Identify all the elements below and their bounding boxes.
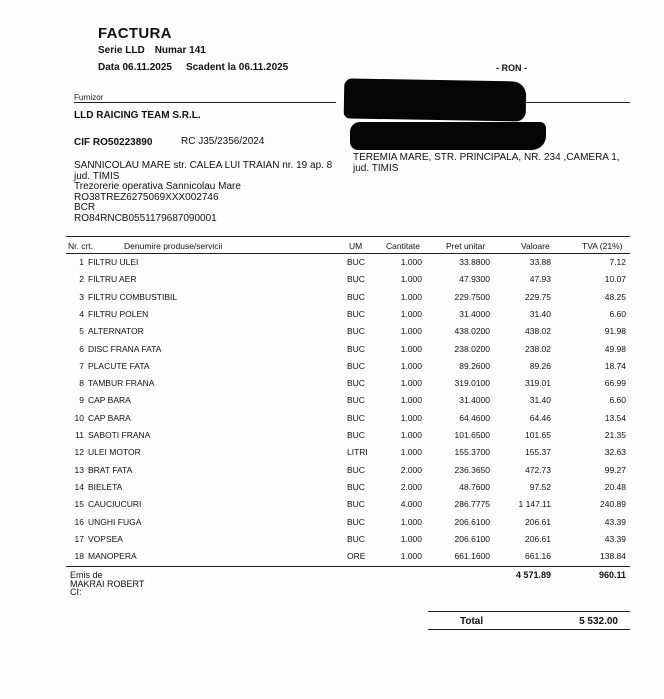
cell-nr: 4 <box>79 308 84 319</box>
cell-name: FILTRU ULEI <box>88 257 139 267</box>
supplier-rc: RC J35/2356/2024 <box>181 136 265 147</box>
cell-qty: 4.000 <box>400 499 422 510</box>
cell-value: 33.88 <box>529 257 551 267</box>
invoice-title: FACTURA <box>98 25 172 42</box>
table-row <box>66 531 630 548</box>
supplier-bank: BCR <box>74 202 96 213</box>
cell-price: 31.4000 <box>459 395 490 406</box>
redaction-mark-client-name <box>344 78 527 121</box>
cell-um: BUC <box>347 343 365 354</box>
total-bottom-rule <box>428 629 630 630</box>
cell-nr: 7 <box>79 360 84 371</box>
cell-um: BUC <box>347 533 365 544</box>
cell-name: CAUCIUCURI <box>88 499 142 510</box>
cell-um: BUC <box>347 378 365 389</box>
cell-value: 64.46 <box>529 412 551 423</box>
cell-qty: 1.000 <box>400 551 422 562</box>
cell-name: MANOPERA <box>88 551 137 562</box>
cell-price: 206.6100 <box>454 516 490 527</box>
cell-um: BUC <box>347 430 365 440</box>
invoice-dates <box>98 62 302 73</box>
cell-tva: 6.60 <box>609 395 626 406</box>
cell-value: 155.37 <box>525 447 551 458</box>
cell-tva: 99.27 <box>604 464 626 475</box>
cell-tva: 10.07 <box>604 274 626 285</box>
supplier-treasury: Trezorerie operativa Sannicolau Mare <box>74 181 241 192</box>
cell-tva: 6.60 <box>609 308 626 319</box>
cell-price: 47.9300 <box>459 274 490 285</box>
table-row <box>66 410 630 427</box>
cell-name: FILTRU AER <box>88 274 137 285</box>
cell-price: 438.0200 <box>454 326 490 337</box>
cell-um: ORE <box>347 551 366 562</box>
cell-nr: 11 <box>75 430 84 440</box>
cell-name: PLACUTE FATA <box>88 360 150 371</box>
cell-value: 101.65 <box>525 430 551 440</box>
cell-name: BRAT FATA <box>88 464 133 475</box>
invoice-number: Numar 141 <box>154 45 206 56</box>
col-header-name: Denumire produse/servicii <box>124 241 223 251</box>
cell-qty: 2.000 <box>400 464 422 475</box>
cell-price: 64.4600 <box>459 412 490 423</box>
cell-name: CAP BARA <box>88 395 131 406</box>
invoice-series-number <box>98 45 216 56</box>
cell-price: 236.3650 <box>454 464 490 475</box>
cell-name: ULEI MOTOR <box>88 447 141 458</box>
cell-qty: 1.000 <box>400 343 422 354</box>
table-row <box>66 289 630 306</box>
cell-um: BUC <box>347 257 365 267</box>
cell-nr: 9 <box>79 395 84 406</box>
cell-nr: 5 <box>79 326 84 337</box>
cell-nr: 18 <box>74 551 84 562</box>
cell-price: 319.0100 <box>454 378 490 389</box>
cell-value: 229.75 <box>525 291 551 302</box>
table-row <box>66 479 630 496</box>
cell-tva: 43.39 <box>604 516 626 527</box>
client-address-line: TEREMIA MARE, STR. PRINCIPALA, NR. 234 ,CAMERA 1, <box>353 152 620 163</box>
invoice-due-date: Scadent la 06.11.2025 <box>185 62 289 73</box>
cell-price: 286.7775 <box>454 499 490 510</box>
cell-um: BUC <box>347 274 365 285</box>
supplier-address-block <box>74 161 332 224</box>
cell-price: 89.2600 <box>459 360 490 371</box>
cell-tva: 21.35 <box>604 430 626 440</box>
redaction-mark-client-cif <box>350 122 546 150</box>
cell-um: BUC <box>347 291 365 302</box>
cell-name: TAMBUR FRANA <box>88 378 155 389</box>
cell-name: DISC FRANA FATA <box>88 343 162 354</box>
supplier-label: Furnizor <box>74 93 104 102</box>
cell-um: BUC <box>347 360 365 371</box>
cell-name: ALTERNATOR <box>88 326 144 337</box>
cell-price: 33.8800 <box>459 257 490 267</box>
table-row <box>66 427 630 444</box>
issuer-ci-label: CI: <box>70 587 82 597</box>
cell-name: VOPSEA <box>88 533 123 544</box>
cell-value: 238.02 <box>525 343 551 354</box>
cell-qty: 1.000 <box>400 516 422 527</box>
cell-um: BUC <box>347 464 365 475</box>
cell-nr: 16 <box>74 516 84 527</box>
supplier-iban-bank: RO84RNCB0551179687090001 <box>74 212 217 224</box>
total-value: 5 532.00 <box>579 616 618 627</box>
cell-tva: 138.84 <box>600 551 626 562</box>
cell-qty: 1.000 <box>400 257 422 267</box>
col-header-nr: Nr. crt. <box>68 241 94 251</box>
total-top-rule <box>428 611 630 612</box>
col-header-um: UM <box>349 241 363 251</box>
cell-value: 438.02 <box>525 326 551 337</box>
cell-qty: 1.000 <box>400 378 422 389</box>
cell-um: BUC <box>347 326 365 337</box>
issuer-label: Emis de <box>70 570 103 580</box>
cell-name: BIELETA <box>88 481 123 492</box>
cell-tva: 66.99 <box>604 378 626 389</box>
table-row <box>66 548 630 565</box>
table-row <box>66 358 630 375</box>
table-row <box>66 462 630 479</box>
cell-nr: 10 <box>74 412 84 423</box>
cell-tva: 48.25 <box>604 291 626 302</box>
table-row <box>66 323 630 340</box>
cell-um: BUC <box>347 308 365 319</box>
supplier-divider <box>74 102 336 103</box>
invoice-series: Serie LLD <box>98 45 145 56</box>
cell-tva: 7.12 <box>609 257 626 267</box>
cell-price: 229.7500 <box>454 291 490 302</box>
cell-um: BUC <box>347 412 365 423</box>
table-bottom-rule <box>66 566 630 567</box>
cell-value: 206.61 <box>525 533 551 544</box>
cell-tva: 20.48 <box>604 481 626 492</box>
total-label: Total <box>460 616 484 627</box>
cell-value: 661.16 <box>525 551 551 562</box>
cell-um: BUC <box>347 395 365 406</box>
cell-price: 48.7600 <box>459 481 490 492</box>
table-row <box>66 392 630 409</box>
invoice-date: Data 06.11.2025 <box>98 62 172 73</box>
subtotal-value: 4 571.89 <box>515 570 551 580</box>
cell-qty: 1.000 <box>400 308 422 319</box>
table-row <box>66 271 630 288</box>
cell-um: BUC <box>347 516 365 527</box>
client-address-line: jud. TIMIS <box>353 162 399 174</box>
cell-tva: 43.39 <box>604 533 626 544</box>
col-header-price: Pret unitar <box>446 241 486 251</box>
table-row <box>66 341 630 358</box>
cell-value: 206.61 <box>525 516 551 527</box>
cell-qty: 1.000 <box>400 395 422 406</box>
cell-um: LITRI <box>347 447 368 458</box>
cell-price: 206.6100 <box>454 533 490 544</box>
cell-nr: 3 <box>79 291 84 302</box>
cell-tva: 18.74 <box>604 360 626 371</box>
supplier-address-line: SANNICOLAU MARE str. CALEA LUI TRAIAN nr. 19 ap. 8 <box>74 160 333 171</box>
cell-um: BUC <box>347 481 365 492</box>
cell-tva: 13.54 <box>604 412 626 423</box>
cell-name: SABOTI FRANA <box>88 430 151 440</box>
supplier-iban-treasury: RO38TREZ6275069XXX002746 <box>74 191 219 203</box>
cell-name: FILTRU POLEN <box>88 308 149 319</box>
cell-qty: 1.000 <box>400 533 422 544</box>
cell-value: 31.40 <box>529 308 551 319</box>
cell-qty: 1.000 <box>400 274 422 285</box>
cell-nr: 17 <box>74 533 84 544</box>
cell-value: 31.40 <box>529 395 551 406</box>
cell-nr: 13 <box>74 464 84 475</box>
table-top-rule <box>66 236 630 237</box>
cell-tva: 32.63 <box>604 447 626 458</box>
cell-qty: 1.000 <box>400 447 422 458</box>
cell-price: 31.4000 <box>459 308 490 319</box>
cell-qty: 1.000 <box>400 326 422 337</box>
cell-nr: 14 <box>74 481 84 492</box>
cell-nr: 8 <box>79 378 84 389</box>
cell-qty: 1.000 <box>400 412 422 423</box>
table-row <box>66 375 630 392</box>
cell-price: 661.1600 <box>454 551 490 562</box>
table-row <box>66 444 630 461</box>
cell-nr: 12 <box>74 447 84 458</box>
client-address-block <box>353 153 620 174</box>
cell-price: 238.0200 <box>454 343 490 354</box>
table-row <box>66 496 630 513</box>
subtotal-tva: 960.11 <box>598 570 626 580</box>
table-row <box>66 254 630 271</box>
cell-nr: 1 <box>79 257 84 267</box>
cell-price: 101.6500 <box>454 430 490 440</box>
cell-name: CAP BARA <box>88 412 131 423</box>
cell-value: 89.26 <box>529 360 551 371</box>
col-header-tva: TVA (21%) <box>582 241 623 251</box>
invoice-currency: - RON - <box>496 63 527 73</box>
issuer-name: MAKRAI ROBERT <box>70 578 145 589</box>
cell-value: 97.52 <box>529 481 551 492</box>
cell-tva: 240.89 <box>600 499 626 510</box>
cell-qty: 1.000 <box>400 291 422 302</box>
cell-value: 319.01 <box>525 378 551 389</box>
issuer-block <box>70 571 144 597</box>
cell-value: 472.73 <box>525 464 551 475</box>
col-header-qty: Cantitate <box>386 241 421 251</box>
cell-nr: 2 <box>79 274 84 285</box>
cell-tva: 49.98 <box>604 343 626 354</box>
cell-qty: 2.000 <box>400 481 422 492</box>
cell-qty: 1.000 <box>400 430 422 440</box>
cell-value: 1 147.11 <box>518 499 551 510</box>
cell-name: UNGHI FUGA <box>88 516 142 527</box>
table-row <box>66 306 630 323</box>
cell-um: BUC <box>347 499 365 510</box>
supplier-name: LLD RAICING TEAM S.R.L. <box>74 110 201 121</box>
supplier-cif: CIF RO50223890 <box>74 137 153 148</box>
cell-qty: 1.000 <box>400 360 422 371</box>
supplier-address-line: jud. TIMIS <box>74 170 120 182</box>
cell-name: FILTRU COMBUSTIBIL <box>88 291 178 302</box>
cell-value: 47.93 <box>529 274 551 285</box>
cell-price: 155.3700 <box>454 447 490 458</box>
cell-nr: 6 <box>79 343 84 354</box>
table-row <box>66 514 630 531</box>
cell-tva: 91.98 <box>604 326 626 337</box>
col-header-value: Valoare <box>521 241 550 251</box>
cell-nr: 15 <box>74 499 84 510</box>
